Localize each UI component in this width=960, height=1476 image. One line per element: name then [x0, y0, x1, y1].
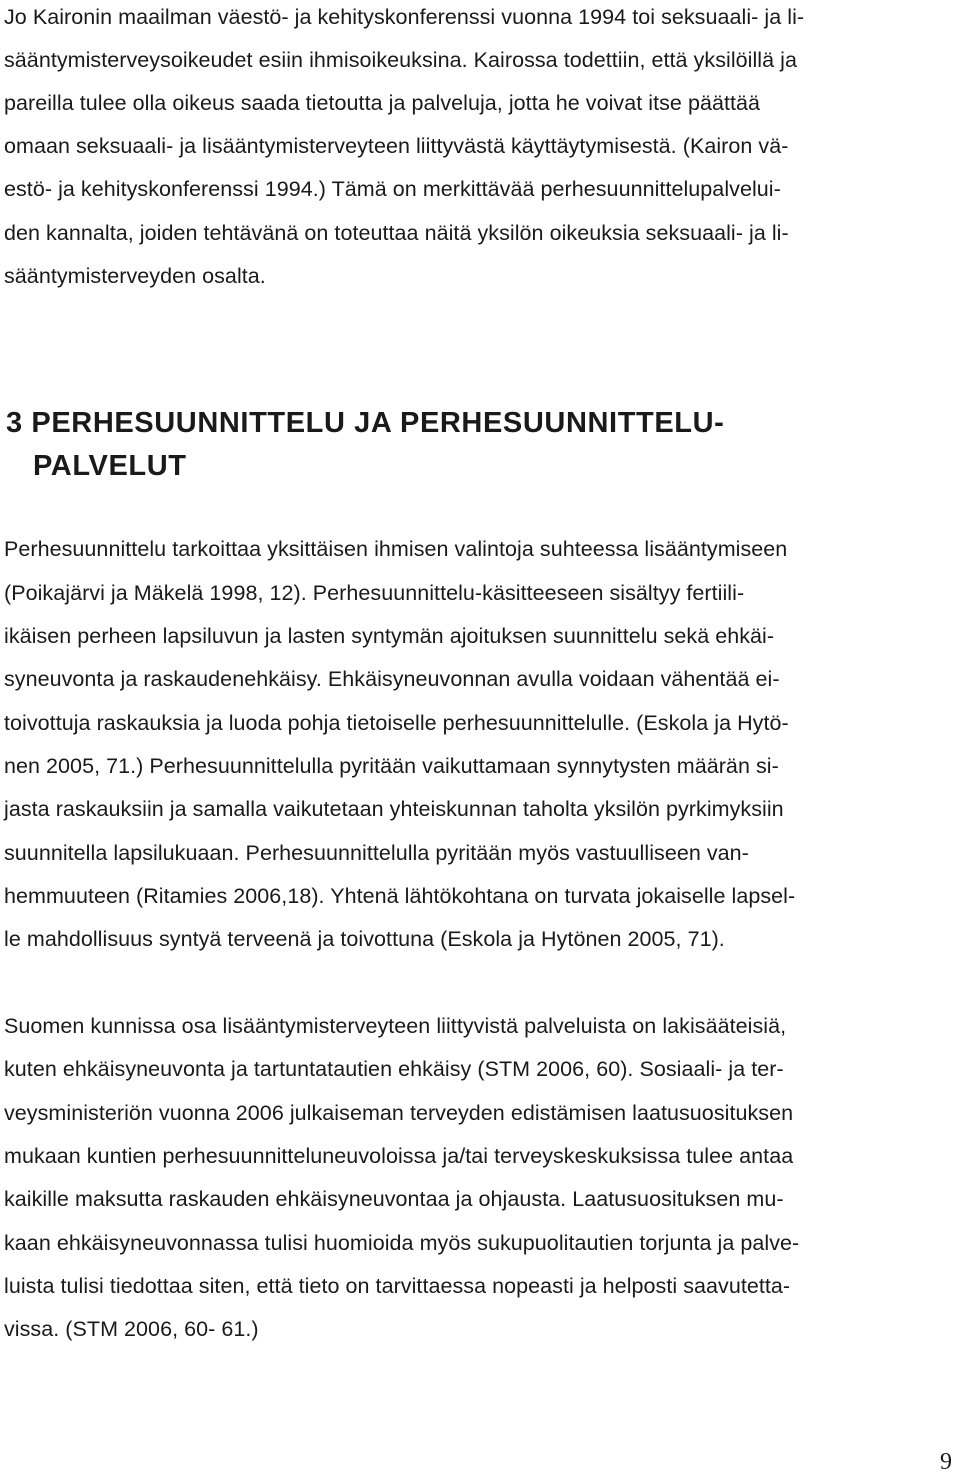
paragraph-line: den kannalta, joiden tehtävänä on toteuttaa näitä yksilön oikeuksia seksuaali- ja li-: [4, 221, 789, 245]
paragraph-line: Perhesuunnittelu tarkoittaa yksittäisen ihmisen valintoja suhteessa lisääntymiseen: [4, 537, 788, 561]
paragraph-line: mukaan kuntien perhesuunnitteluneuvoloissa ja/tai terveyskeskuksissa tulee antaa: [4, 1144, 794, 1168]
paragraph-line: vissa. (STM 2006, 60- 61.): [4, 1317, 259, 1341]
paragraph-line: luista tulisi tiedottaa siten, että tieto on tarvittaessa nopeasti ja helposti saavutetta-: [4, 1274, 791, 1298]
paragraph-line: syneuvonta ja raskaudenehkäisy. Ehkäisyneuvonnan avulla voidaan vähentää ei-: [4, 667, 780, 691]
paragraph-line: nen 2005, 71.) Perhesuunnittelulla pyritään vaikuttamaan synnytysten määrän si-: [4, 754, 779, 778]
paragraph-line: omaan seksuaali- ja lisääntymisterveyteen liittyvästä käyttäytymisestä. (Kairon vä-: [4, 134, 789, 158]
paragraph-line: le mahdollisuus syntyä terveenä ja toivottuna (Eskola ja Hytönen 2005, 71).: [4, 927, 725, 951]
paragraph-line: Jo Kaironin maailman väestö- ja kehityskonferenssi vuonna 1994 toi seksuaali- ja li-: [4, 5, 805, 29]
paragraph-line: toivottuja raskauksia ja luoda pohja tietoiselle perhesuunnittelulle. (Eskola ja Hytö-: [4, 711, 789, 735]
page-number: 9: [940, 1449, 952, 1475]
paragraph-line: Suomen kunnissa osa lisääntymisterveyteen liittyvistä palveluista on lakisääteisiä,: [4, 1014, 787, 1038]
paragraph-line: hemmuuteen (Ritamies 2006,18). Yhtenä lähtökohtana on turvata jokaiselle lapsel-: [4, 884, 796, 908]
paragraph-line: kaan ehkäisyneuvonnassa tulisi huomioida myös sukupuolitautien torjunta ja palve-: [4, 1231, 800, 1255]
section-heading-line-1: 3 PERHESUUNNITTELU JA PERHESUUNNITTELU-: [6, 407, 725, 439]
paragraph-line: sääntymisterveyden osalta.: [4, 264, 266, 288]
paragraph-line: estö- ja kehityskonferenssi 1994.) Tämä on merkittävää perhesuunnittelupalvelui-: [4, 177, 781, 201]
paragraph-line: veysministeriön vuonna 2006 julkaiseman terveyden edistämisen laatusuosituksen: [4, 1101, 794, 1125]
paragraph-line: kuten ehkäisyneuvonta ja tartuntatautien ehkäisy (STM 2006, 60). Sosiaali- ja ter-: [4, 1057, 784, 1081]
section-heading-line-2: PALVELUT: [33, 450, 187, 482]
paragraph-line: pareilla tulee olla oikeus saada tietoutta ja palveluja, jotta he voivat itse päättää: [4, 91, 761, 115]
paragraph-line: (Poikajärvi ja Mäkelä 1998, 12). Perhesuunnittelu-käsitteeseen sisältyy fertiili-: [4, 581, 745, 605]
paragraph-line: jasta raskauksiin ja samalla vaikutetaan yhteiskunnan taholta yksilön pyrkimyksiin: [4, 797, 784, 821]
paragraph-line: suunnitella lapsilukuaan. Perhesuunnittelulla pyritään myös vastuulliseen van-: [4, 841, 749, 865]
paragraph-line: kaikille maksutta raskauden ehkäisyneuvontaa ja ohjausta. Laatusuosituksen mu-: [4, 1187, 784, 1211]
paragraph-line: sääntymisterveysoikeudet esiin ihmisoikeuksina. Kairossa todettiin, että yksilöillä ja: [4, 48, 797, 72]
paragraph-line: ikäisen perheen lapsiluvun ja lasten syntymän ajoituksen suunnittelu sekä ehkäi-: [4, 624, 775, 648]
